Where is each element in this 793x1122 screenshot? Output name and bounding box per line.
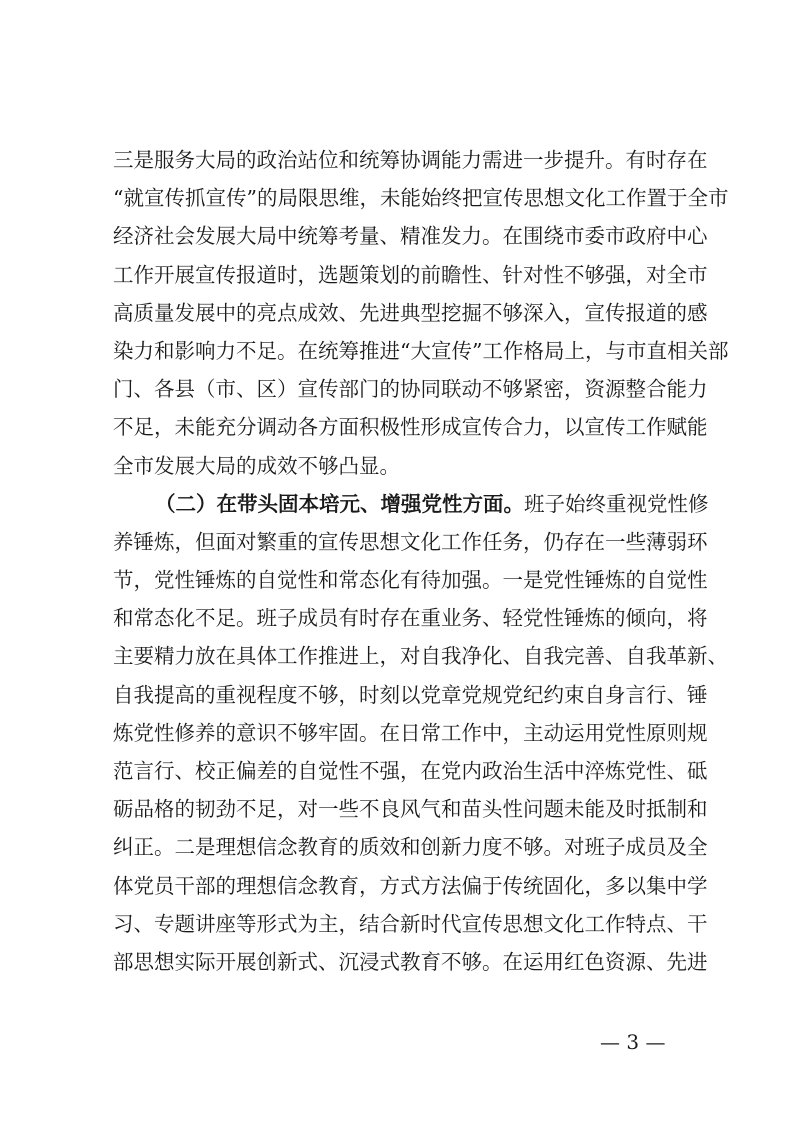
text-line: 体党员干部的理想信念教育，方式方法偏于传统固化，多以集中学 bbox=[113, 873, 708, 898]
text-line: 三是服务大局的政治站位和统筹协调能力需进一步提升。有时存在 bbox=[113, 148, 708, 172]
text-line: 炼党性修养的意识不够牢固。在日常工作中，主动运用党性原则规 bbox=[113, 720, 708, 745]
text-line: 主要精力放在具体工作推进上，对自我净化、自我完善、自我革新、 bbox=[113, 644, 728, 669]
text-line: 节，党性锤炼的自觉性和常态化有待加强。一是党性锤炼的自觉性 bbox=[113, 568, 708, 593]
text-line: “就宣传抓宣传”的局限思维，未能始终把宣传思想文化工作置于全市 bbox=[113, 186, 729, 211]
text-line: 全市发展大局的成效不够凸显。 bbox=[113, 453, 400, 478]
text-line bbox=[113, 485, 709, 523]
document-body bbox=[113, 141, 729, 981]
paragraph-2 bbox=[113, 485, 728, 981]
text-line: 工作开展宣传报道时，选题策划的前瞻性、针对性不够强，对全市 bbox=[113, 262, 708, 287]
text-line: 经济社会发展大局中统筹考量、精准发力。在围绕市委市政府中心 bbox=[113, 224, 708, 249]
text-line: 范言行、校正偏差的自觉性不强，在党内政治生活中淬炼党性、砥 bbox=[113, 759, 708, 783]
text-line: 和常态化不足。班子成员有时存在重业务、轻党性锤炼的倾向，将 bbox=[113, 606, 708, 631]
text-line: 自我提高的重视程度不够，时刻以党章党规党纪约束自身言行、锤 bbox=[113, 682, 708, 707]
text-line: 习、专题讲座等形式为主，结合新时代宣传思想文化工作特点、干 bbox=[113, 911, 708, 936]
text-line: 门、各县（市、区）宣传部门的协同联动不够紧密，资源整合能力 bbox=[113, 377, 708, 402]
text-line: 染力和影响力不足。在统筹推进“大宣传”工作格局上，与市直相关部 bbox=[113, 338, 729, 363]
paragraph-1 bbox=[113, 141, 729, 485]
page-number: — 3 — bbox=[600, 1030, 666, 1054]
text-line: 养锤炼，但面对繁重的宣传思想文化工作任务，仍存在一些薄弱环 bbox=[113, 529, 708, 554]
heading-line-rest: 班子始终重视党性修 bbox=[524, 491, 709, 516]
text-line: 不足，未能充分调动各方面积极性形成宣传合力，以宣传工作赋能 bbox=[113, 415, 708, 440]
text-line: 纠正。二是理想信念教育的质效和创新力度不够。对班子成员及全 bbox=[113, 835, 708, 860]
text-line: 高质量发展中的亮点成效、先进典型挖掘不够深入，宣传报道的感 bbox=[113, 300, 708, 325]
section-heading: （二）在带头固本培元、增强党性方面。 bbox=[155, 491, 524, 516]
text-line: 砺品格的韧劲不足，对一些不良风气和苗头性问题未能及时抵制和 bbox=[113, 797, 708, 822]
text-line: 部思想实际开展创新式、沉浸式教育不够。在运用红色资源、先进 bbox=[113, 949, 708, 974]
